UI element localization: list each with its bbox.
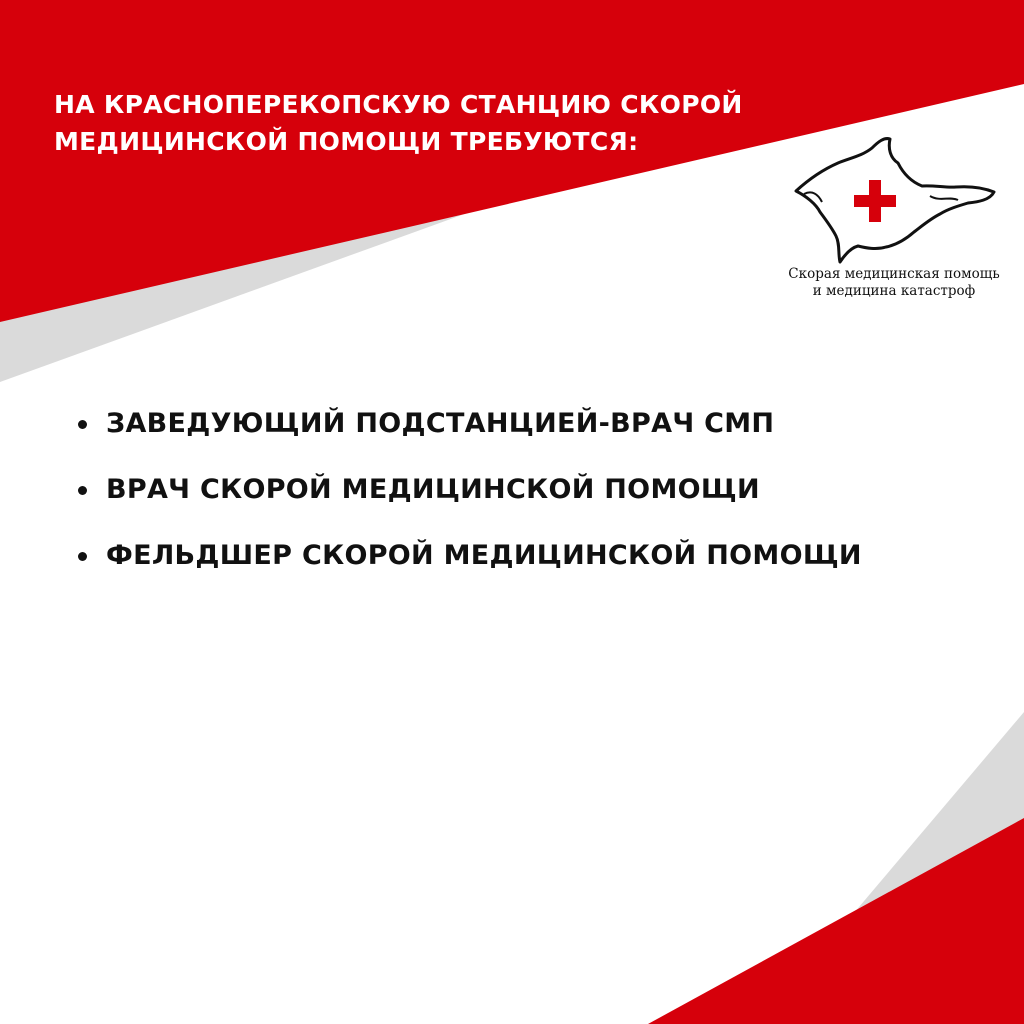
bullet-icon: [78, 486, 87, 495]
bottom-red-band: [648, 818, 1024, 1024]
vacancy-item: [76, 468, 862, 534]
vacancy-title: ФЕЛЬДШЕР СКОРОЙ МЕДИЦИНСКОЙ ПОМОЩИ: [106, 540, 862, 571]
vacancy-list: [76, 402, 862, 600]
bullet-icon: [78, 420, 87, 429]
logo-caption: [780, 266, 1008, 300]
logo-caption-line-2: и медицина катастроф: [812, 283, 976, 299]
headline-line-1: НА КРАСНОПЕРЕКОПСКУЮ СТАНЦИЮ СКОРОЙ: [54, 90, 743, 119]
vacancy-title: ЗАВЕДУЮЩИЙ ПОДСТАНЦИЕЙ-ВРАЧ СМП: [106, 408, 775, 439]
red-cross-horizontal: [854, 195, 896, 207]
headline-line-2: МЕДИЦИНСКОЙ ПОМОЩИ ТРЕБУЮТСЯ:: [54, 127, 639, 156]
headline: [54, 86, 743, 160]
vacancy-title: ВРАЧ СКОРОЙ МЕДИЦИНСКОЙ ПОМОЩИ: [106, 474, 760, 505]
logo-caption-line-1: Скорая медицинская помощь: [788, 266, 1000, 282]
vacancy-item: [76, 534, 862, 600]
vacancy-item: [76, 402, 862, 468]
bullet-icon: [78, 552, 87, 561]
